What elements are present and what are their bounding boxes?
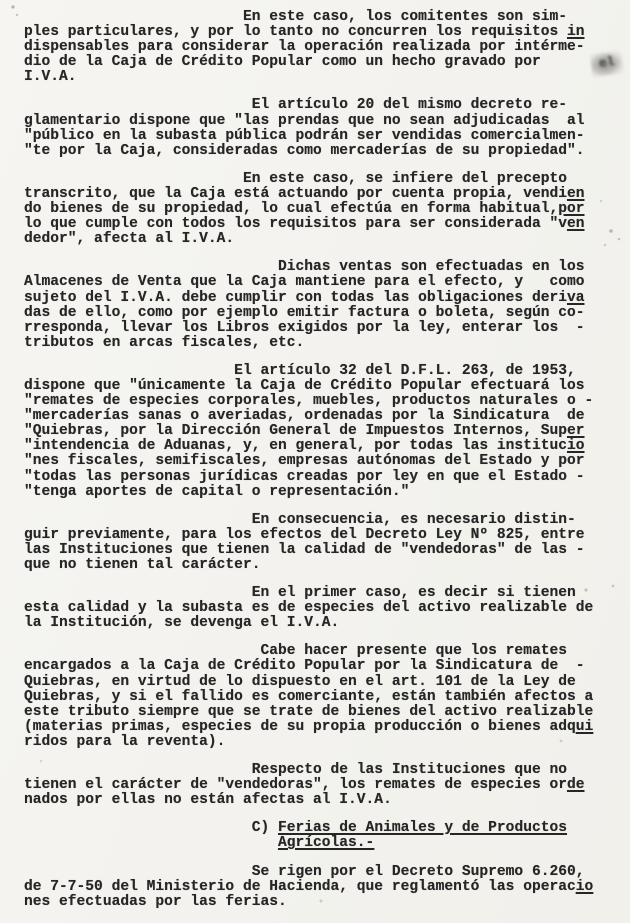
text-segment: "intendencia de Aduanas, y, en general, por todas las instituc bbox=[24, 438, 567, 455]
underlined-text: en bbox=[566, 185, 585, 202]
text-segment: "nes fiscales, semifiscales, empresas autónomas del Estado y por bbox=[24, 453, 585, 470]
text-line bbox=[24, 586, 626, 601]
text-line bbox=[24, 202, 626, 217]
text-line bbox=[24, 659, 626, 674]
paragraph bbox=[24, 644, 626, 750]
text-segment: guir previamente, para los efectos del Decreto Ley Nº 825, entre bbox=[24, 526, 585, 543]
paragraph bbox=[24, 260, 626, 351]
underlined-text: ui bbox=[575, 718, 594, 735]
underlined-text: Agrícolas.- bbox=[277, 835, 375, 852]
underlined-text: en bbox=[566, 216, 585, 233]
text-segment: este tributo siempre que se trate de bienes del activo realizable bbox=[24, 703, 594, 720]
text-segment: "remates de especies corporales, muebles, productos naturales o - bbox=[24, 393, 594, 410]
text-segment: do bienes de su propiedad, lo cual efectúa en forma habitual, bbox=[24, 201, 559, 218]
text-line bbox=[24, 454, 626, 469]
text-line bbox=[24, 275, 626, 290]
scan-noise-speckles bbox=[0, 0, 2, 2]
text-line bbox=[24, 10, 626, 25]
text-segment: "tenga aportes de capital o representación." bbox=[24, 483, 410, 500]
text-line bbox=[24, 616, 626, 631]
text-line bbox=[24, 291, 626, 306]
text-segment: esta calidad y la subasta es de especies del activo realizable de bbox=[24, 600, 594, 617]
paragraph bbox=[24, 172, 626, 247]
text-line bbox=[24, 865, 626, 880]
text-line bbox=[24, 379, 626, 394]
text-segment: ridos para la reventa). bbox=[24, 733, 226, 750]
text-segment: rresponda, llevar los Libros exigidos por la ley, enterar los - bbox=[24, 319, 585, 336]
text-line bbox=[24, 394, 626, 409]
document-body bbox=[24, 10, 626, 923]
text-line bbox=[24, 25, 626, 40]
text-segment: (materias primas, especies de su propia producción o bienes adq bbox=[24, 718, 576, 735]
text-segment: dio de la Caja de Crédito Popular como un hecho gravado por bbox=[24, 54, 541, 71]
text-segment: la Institución, se devenga el I.V.A. bbox=[24, 615, 340, 632]
text-line bbox=[24, 836, 626, 851]
text-segment: las Instituciones que tienen la calidad de "vendedoras" de las - bbox=[24, 541, 585, 558]
text-segment: Quiebras, y si el fallido es comerciante, están también afectos a bbox=[24, 688, 594, 705]
text-segment: transcrito, que la Caja está actuando por cuenta propia, vendi bbox=[24, 185, 567, 202]
underlined-text: io bbox=[575, 878, 594, 895]
text-line bbox=[24, 364, 626, 379]
text-line bbox=[24, 735, 626, 750]
text-segment: En consecuencia, es necesario distin- bbox=[24, 511, 576, 528]
text-segment: nados por ellas no están afectas al I.V.A. bbox=[24, 792, 392, 809]
text-segment: En este caso, se infiere del precepto bbox=[24, 170, 567, 187]
text-line bbox=[24, 217, 626, 232]
paragraph bbox=[24, 586, 626, 631]
text-line bbox=[24, 55, 626, 70]
text-segment: "público en la subasta pública podrán ser vendidas comercialmen- bbox=[24, 127, 585, 144]
text-line bbox=[24, 543, 626, 558]
text-segment: En este caso, los comitentes son sim- bbox=[24, 9, 567, 25]
text-segment: Respecto de las Instituciones que no bbox=[24, 762, 567, 779]
text-line bbox=[24, 98, 626, 113]
text-line bbox=[24, 129, 626, 144]
underlined-text: por bbox=[558, 201, 585, 218]
text-line bbox=[24, 306, 626, 321]
text-segment: glamentario dispone que "las prendas que no sean adjudicadas al bbox=[24, 112, 585, 129]
text-segment: Cabe hacer presente que los remates bbox=[24, 643, 567, 660]
text-line bbox=[24, 144, 626, 159]
text-line bbox=[24, 763, 626, 778]
text-segment: dedor", afecta al I.V.A. bbox=[24, 231, 235, 248]
text-segment: El artículo 20 del mismo decreto re- bbox=[24, 97, 567, 114]
text-segment: "te por la Caja, consideradas como mercaderías de su propiedad". bbox=[24, 142, 585, 159]
text-segment: C) bbox=[24, 820, 278, 837]
underlined-text: va bbox=[566, 289, 585, 306]
text-segment: dispensables para considerar la operación realizada por intérme- bbox=[24, 39, 585, 56]
text-segment: "mercaderías sanas o averiadas, ordenadas por la Sindicatura de bbox=[24, 408, 585, 425]
paragraph bbox=[24, 865, 626, 910]
text-segment: que no tienen tal carácter. bbox=[24, 557, 261, 573]
smudge-text: el bbox=[598, 54, 616, 72]
text-line bbox=[24, 114, 626, 129]
section-heading bbox=[24, 821, 626, 851]
text-line bbox=[24, 470, 626, 485]
text-line bbox=[24, 409, 626, 424]
text-segment: El artículo 32 del D.F.L. 263, de 1953, bbox=[24, 362, 576, 379]
text-line bbox=[24, 705, 626, 720]
underlined-text: io bbox=[566, 438, 585, 455]
text-line bbox=[24, 558, 626, 573]
text-line bbox=[24, 336, 626, 351]
text-line bbox=[24, 880, 626, 895]
text-segment: de 7-7-50 del Ministerio de Hacienda, que reglamentó las operac bbox=[24, 878, 576, 895]
text-segment: nes efectuadas por las ferias. bbox=[24, 893, 287, 910]
text-segment: das de ello, como por ejemplo emitir factura o boleta, según co- bbox=[24, 304, 585, 321]
text-segment bbox=[24, 835, 278, 851]
text-segment: sujeto del I.V.A. debe cumplir con todas las obligaciones deri bbox=[24, 289, 567, 306]
text-segment: Se rigen por el Decreto Supremo 6.260, bbox=[24, 863, 585, 880]
text-segment: I.V.A. bbox=[24, 69, 77, 86]
text-line bbox=[24, 895, 626, 910]
text-line bbox=[24, 321, 626, 336]
text-segment: tienen el carácter de "vendedoras", los remates de especies or bbox=[24, 777, 567, 794]
text-line bbox=[24, 528, 626, 543]
paragraph bbox=[24, 763, 626, 808]
text-line bbox=[24, 675, 626, 690]
text-segment: encargados a la Caja de Crédito Popular por la Sindicatura de - bbox=[24, 658, 585, 675]
text-line bbox=[24, 513, 626, 528]
text-line bbox=[24, 70, 626, 85]
text-segment: "Quiebras, por la Dirección General de Impuestos Internos, Sup bbox=[24, 423, 567, 440]
text-segment: Almacenes de Venta que la Caja mantiene para el efecto, y como bbox=[24, 274, 585, 291]
text-segment: lo que cumple con todos los requisitos para ser considerada "v bbox=[24, 216, 567, 233]
underlined-text: in bbox=[566, 24, 585, 41]
underlined-text: de bbox=[566, 777, 585, 794]
text-segment: dispone que "únicamente la Caja de Crédito Popular efectuará los bbox=[24, 377, 585, 394]
paragraph bbox=[24, 364, 626, 500]
paragraph bbox=[24, 98, 626, 158]
text-line bbox=[24, 778, 626, 793]
text-line bbox=[24, 793, 626, 808]
paragraph bbox=[24, 10, 626, 85]
text-line bbox=[24, 187, 626, 202]
text-segment: tributos en arcas fiscales, etc. bbox=[24, 334, 305, 351]
text-line bbox=[24, 485, 626, 500]
text-line bbox=[24, 720, 626, 735]
text-segment: ples particulares, y por lo tanto no concurren los requisitos bbox=[24, 24, 567, 41]
text-segment: "todas las personas jurídicas creadas por ley en que el Estado - bbox=[24, 468, 585, 485]
text-segment: Dichas ventas son efectuadas en los bbox=[24, 259, 585, 276]
ink-smudge bbox=[589, 50, 624, 78]
text-segment: En el primer caso, es decir si tienen bbox=[24, 585, 576, 602]
text-line bbox=[24, 232, 626, 247]
text-line bbox=[24, 172, 626, 187]
text-line bbox=[24, 690, 626, 705]
text-segment: Quiebras, en virtud de lo dispuesto en el art. 101 de la Ley de bbox=[24, 673, 576, 690]
underlined-text: Ferias de Animales y de Productos bbox=[277, 820, 567, 837]
paragraph bbox=[24, 513, 626, 573]
underlined-text: er bbox=[566, 423, 585, 440]
